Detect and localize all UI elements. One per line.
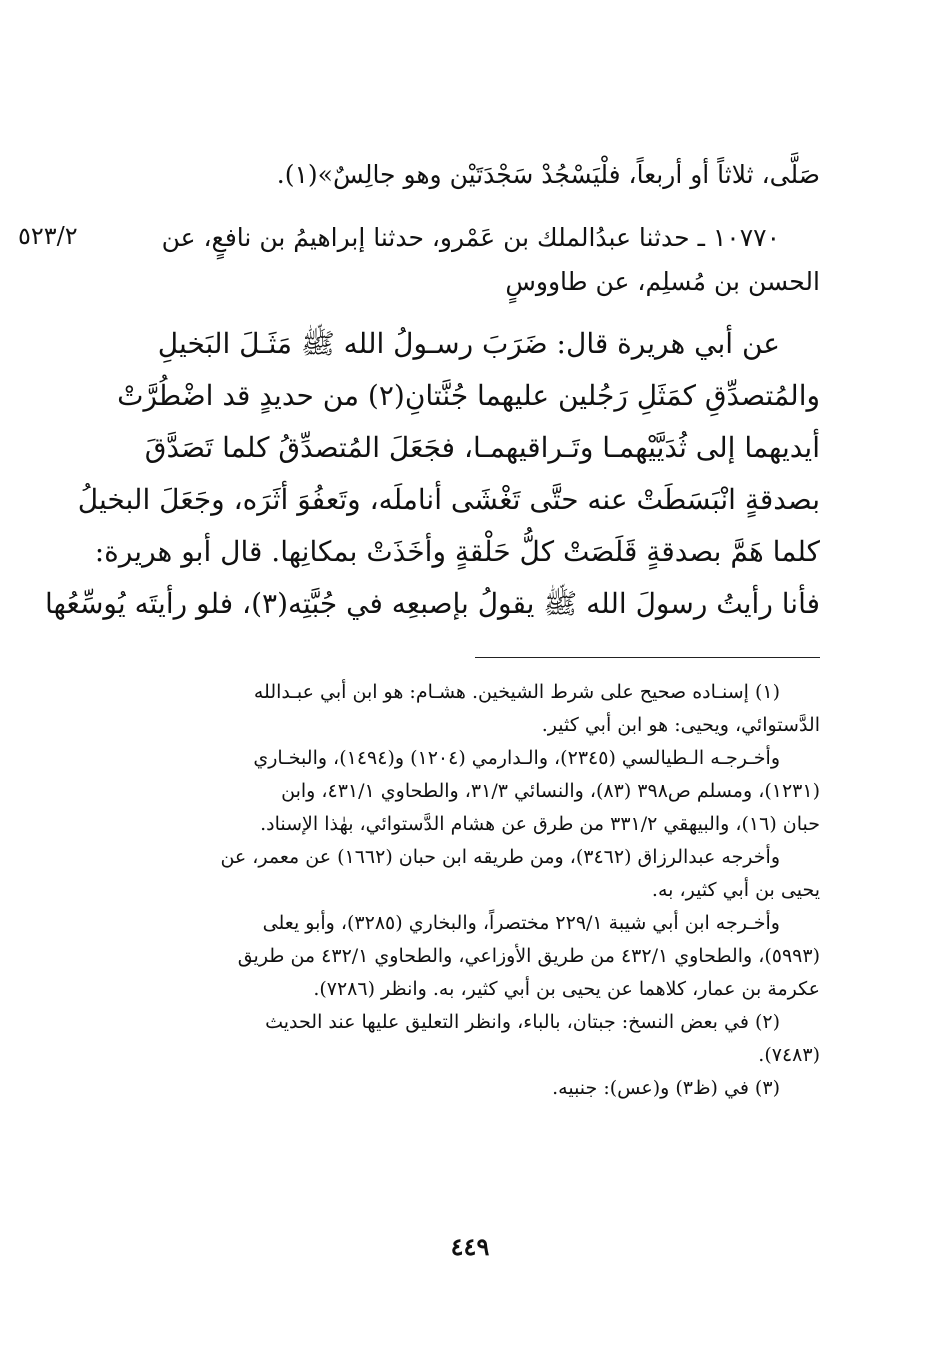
hadith-chain-2: [505, 262, 820, 302]
chain-line-1: ١٠٧٧٠ ـ حدثنا عبدُالملك بن عَمْرو، حدثنا إبراهيمُ بن نافعٍ، عن: [161, 223, 780, 252]
hadith-chain: [122, 218, 820, 258]
footnotes: [118, 676, 820, 1105]
footnote-separator: [475, 657, 820, 658]
page-number: ٤٤٩: [450, 1232, 490, 1261]
footnote-line: الدَّستوائي، ويحيى: هو ابن أبي كثير.: [541, 714, 820, 736]
continuation-text: [225, 155, 820, 195]
body-line: كلما هَمَّ بصدقةٍ قَلَصَتْ كلُّ حَلْقةٍ وأخَذَتْ بمكانِها. قال أبو هريرة:: [94, 535, 820, 568]
hadith-body: [45, 318, 820, 630]
body-line: والمُتصدِّقِ كمَثَلِ رَجُلين عليهما جُنَّتانِ(٢) من حديدٍ قد اضْطُرَّتْ: [117, 379, 820, 412]
footnote-line: (١٢٣١)، ومسلم ص٣٩٨ (٨٣)، والنسائي ٣١/٣، والطحاوي ٤٣١/١، وابن: [281, 780, 820, 802]
footnote-line: وأخرجه عبدالرزاق (٣٤٦٢)، ومن طريقه ابن حبان (١٦٦٢) عن معمر، عن: [220, 846, 780, 868]
footnote-line: (٢) في بعض النسخ: جبتان، بالباء، وانظر التعليق عليها عند الحديث: [265, 1011, 780, 1033]
continuation-line: صَلَّى، ثلاثاً أو أربعاً، فلْيَسْجُدْ سَجْدَتَيْن وهو جالِسٌ»(١).: [276, 160, 820, 189]
footnote-line: حبان (١٦)، والبيهقي ٣٣١/٢ من طرق عن هشام الدَّستوائي، بهٰذا الإسناد.: [260, 813, 820, 835]
footnote-line: يحيى بن أبي كثير، به.: [651, 879, 820, 901]
body-line: فأنا رأيتُ رسولَ الله ﷺ يقولُ بإصبعِه في جُبَّتِه(٣)، فلو رأيتَه يُوسِّعُها: [45, 587, 820, 620]
body-line: عن أبي هريرة قال: ضَرَبَ رسـولُ الله ﷺ مَثَـلَ البَخيلِ: [157, 327, 780, 360]
chain-line-2: الحسن بن مُسلِم، عن طاووسٍ: [505, 267, 820, 296]
footnote-line: (٧٤٨٣).: [758, 1044, 820, 1066]
footnote-line: (١) إسنـاده صحيح على شرط الشيخين. هشـام: هو ابن أبي عبـدالله: [253, 681, 780, 703]
margin-reference: ٥٢٣/٢: [18, 222, 78, 250]
footnote-line: (٥٩٩٣)، والطحاوي ٤٣٢/١ من طريق الأوزاعي، والطحاوي ٤٣٢/١ من طريق: [237, 945, 820, 967]
body-line: بصدقةٍ انْبَسَطَتْ عنه حتَّى تَغْشَى أناملَه، وتَعفُوَ أثَرَه، وجَعَلَ البخيلُ: [77, 483, 820, 516]
footnote-line: وأخـرجه ابن أبي شيبة ٢٢٩/١ مختصراً، والبخاري (٣٢٨٥)، وأبو يعلى: [262, 912, 780, 934]
footnote-line: وأخـرجـه الـطيالسي (٢٣٤٥)، والـدارمي (١٢٠٤) و(١٤٩٤)، والبخـاري: [253, 747, 780, 769]
footnote-line: (٣) في (ظ٣) و(عس): جنبيه.: [552, 1077, 780, 1099]
footnote-line: عكرمة بن عمار، كلاهما عن يحيى بن أبي كثير، به. وانظر (٧٢٨٦).: [313, 978, 820, 1000]
body-line: أيديهما إلى ثُدَيَّيْهمـا وتَـراقيهمـا، فجَعَلَ المُتصدِّقُ كلما تَصَدَّقَ: [144, 431, 820, 464]
